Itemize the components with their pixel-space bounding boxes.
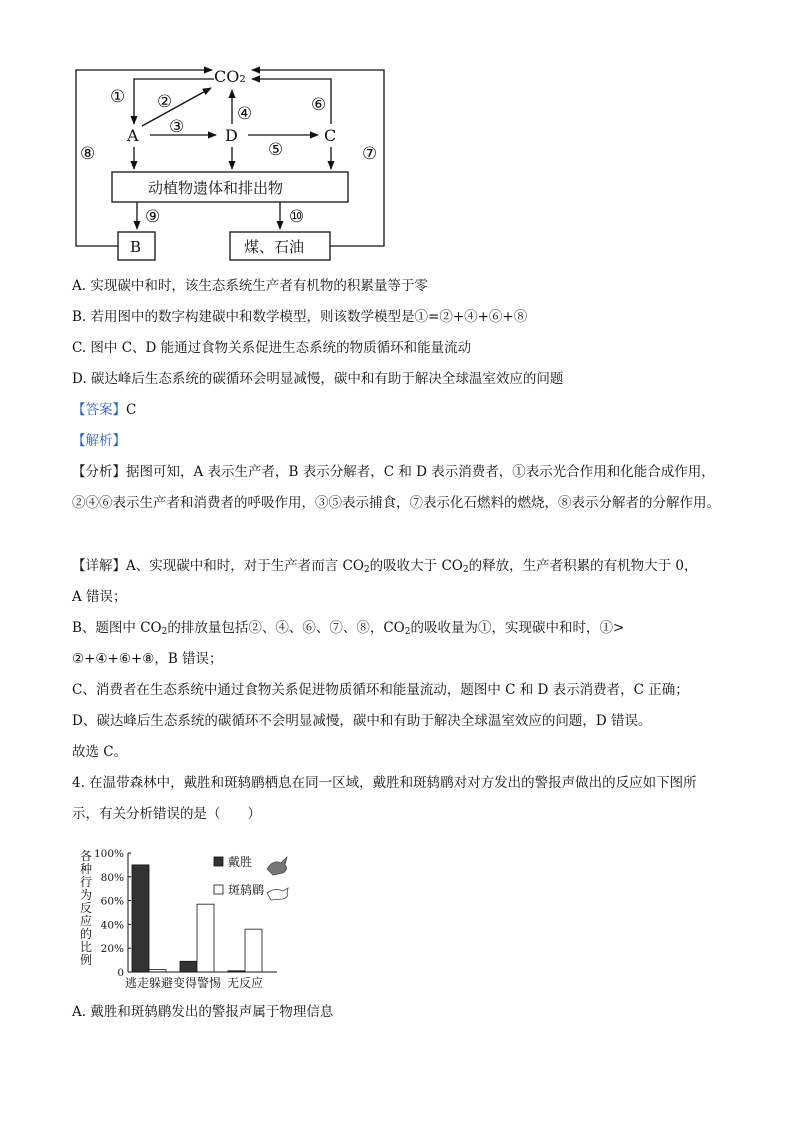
node-c: C <box>324 126 337 145</box>
detail-a-line2: A 错误； <box>72 589 127 605</box>
y-tick-label: 100% <box>93 848 124 860</box>
arrow-8 <box>76 70 212 246</box>
detail-b-line1 <box>72 618 624 642</box>
analysis-paragraph <box>72 457 722 519</box>
option-b: B. 若用图中的数字构建碳中和数学模型，则该数学模型是①=②+④+⑥+⑧ <box>72 309 528 325</box>
answer-value: C <box>126 402 137 418</box>
detail-b1: B、题图中 CO <box>72 620 162 636</box>
y-axis-label-char: 反 <box>80 901 93 915</box>
legend-label: 戴胜 <box>228 855 253 869</box>
detail-b-line2: ②+④+⑥+⑧，B 错误； <box>72 651 223 667</box>
label-4: ④ <box>237 104 253 124</box>
detail-c-line: C、消费者在生态系统中通过食物关系促进物质循环和能量流动，题图中 C 和 D 表示消费者，C 正确； <box>72 682 689 698</box>
y-axis-label-char: 应 <box>80 914 93 928</box>
detail-tag: 【详解】 <box>72 558 126 574</box>
analysis-text: 据图可知，A 表示生产者，B 表示分解者，C 和 D 表示消费者，①表示光合作用和化能合成作用，②④⑥表示生产者和消费者的呼吸作用，③⑤表示捕食，⑦表示化石燃料的燃烧，⑧表示分解者的分解作用。 <box>72 464 720 511</box>
co2-node: CO₂ <box>214 67 246 86</box>
detail-d-line: D、碳达峰后生态系统的碳循环不会明显减慢，碳中和有助于解决全球温室效应的问题，D 错误。 <box>72 713 652 729</box>
label-8: ⑧ <box>80 144 96 164</box>
sub-2: 2 <box>462 565 469 575</box>
bar <box>197 904 214 972</box>
label-6: ⑥ <box>311 95 327 115</box>
remains-label: 动植物遗体和排出物 <box>148 179 284 197</box>
x-tick-label: 逃走躲避 <box>124 976 174 990</box>
carbon-cycle-diagram <box>0 0 794 270</box>
y-axis-label <box>80 849 92 967</box>
y-tick-label: 80% <box>100 871 124 884</box>
y-axis-label-char: 比 <box>80 940 93 954</box>
question-4-stem: 4. 在温带森林中，戴胜和斑鸫鹛栖息在同一区域，戴胜和斑鸫鹛对对方发出的警报声做出的反应如下图所示，有关分析错误的是（ ） <box>72 775 697 822</box>
y-axis-label-char: 种 <box>80 862 93 876</box>
option-d: D. 碳达峰后生态系统的碳循环会明显减慢，碳中和有助于解决全球温室效应的问题 <box>72 371 564 387</box>
label-2: ② <box>157 92 173 112</box>
legend-label: 斑鸫鹛 <box>228 883 265 897</box>
label-7: ⑦ <box>362 144 378 164</box>
y-axis-label-char: 例 <box>80 953 93 967</box>
label-3: ③ <box>169 117 185 137</box>
y-axis-label-char: 的 <box>80 927 93 941</box>
y-tick-label: 20% <box>100 943 124 956</box>
sub-2: 2 <box>404 627 411 637</box>
conclusion-line: 故选 C。 <box>72 744 128 760</box>
legend <box>214 854 288 900</box>
option-a: A. 实现碳中和时，该生态系统生产者有机物的积累量等于零 <box>72 278 428 294</box>
answer-tag: 【答案】 <box>72 402 126 418</box>
analysis-tag: 【分析】 <box>72 464 126 480</box>
node-b: B <box>130 238 142 256</box>
answer-line <box>72 400 136 420</box>
question-4-option-a: A. 戴胜和斑鸫鹛发出的警报声属于物理信息 <box>72 1004 334 1020</box>
analysis-heading <box>72 431 126 451</box>
y-tick-label: 60% <box>100 895 124 908</box>
legend-swatch <box>214 857 223 866</box>
y-tick-label: 0 <box>117 967 124 979</box>
detail-a-line1 <box>72 556 698 580</box>
y-tick-label: 40% <box>100 919 124 932</box>
hoopoe-bird-icon <box>267 857 287 875</box>
y-axis-label-char: 各 <box>80 849 93 863</box>
behavior-bar-chart <box>72 843 332 993</box>
babbler-bird-icon <box>267 888 288 900</box>
y-axis-label-char: 行 <box>80 875 93 889</box>
detail-a3: 的释放，生产者积累的有机物大于 0， <box>468 558 698 574</box>
label-9: ⑨ <box>145 207 161 227</box>
legend-swatch <box>214 885 223 894</box>
label-1: ① <box>110 87 126 107</box>
detail-a2: 的吸收大于 CO <box>369 558 463 574</box>
fossil-label: 煤、石油 <box>244 238 305 256</box>
detail-a1: A、实现碳中和时，对于生产者而言 CO <box>126 558 364 574</box>
detail-b2: 的排放量包括②、④、⑥、⑦、⑧，CO <box>167 620 405 636</box>
bar <box>132 865 149 972</box>
option-c: C. 图中 C、D 能通过食物关系促进生态系统的物质循环和能量流动 <box>72 340 472 356</box>
detail-b3: 的吸收量为①，实现碳中和时，①> <box>410 620 625 636</box>
x-tick-label: 无反应 <box>226 976 264 990</box>
node-d: D <box>225 126 238 145</box>
sub-2: 2 <box>161 627 168 637</box>
x-tick-label: 变得警惕 <box>172 976 222 990</box>
label-5: ⑤ <box>268 140 284 160</box>
bar <box>245 929 262 972</box>
node-a: A <box>127 126 139 145</box>
label-10: ⑩ <box>289 207 305 227</box>
sub-2: 2 <box>363 565 370 575</box>
y-axis-label-char: 为 <box>80 888 93 902</box>
analysis-heading-tag: 【解析】 <box>72 433 126 449</box>
bar <box>180 961 197 972</box>
